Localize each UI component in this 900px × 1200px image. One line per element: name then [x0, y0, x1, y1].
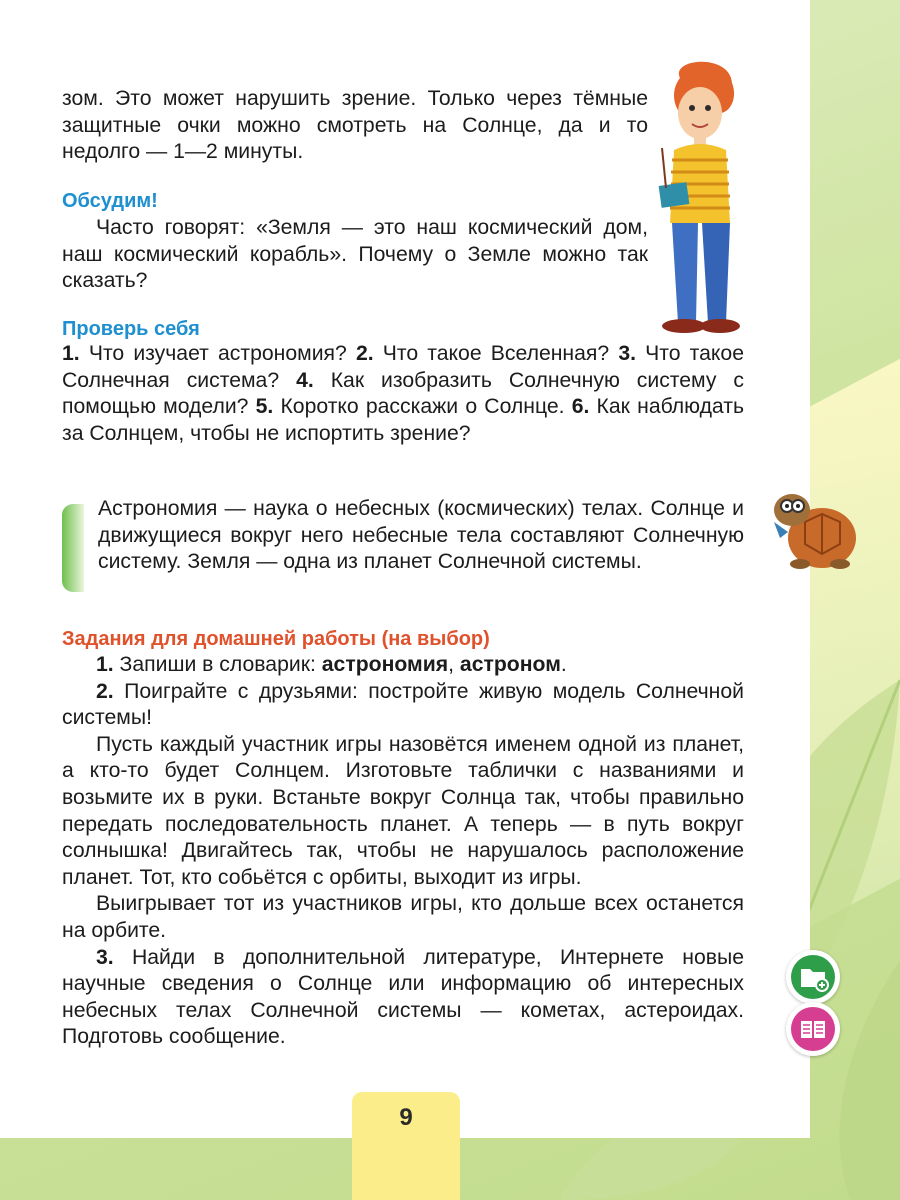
- question-text: Что такое Солнечная система?: [62, 342, 744, 392]
- intro-paragraph: [62, 86, 744, 166]
- check-yourself-heading: Проверь себя: [62, 318, 200, 340]
- vocab-term: астрономия: [321, 653, 449, 676]
- question-text: Как наблюдать за Солнцем, чтобы не испортить зрение?: [62, 395, 744, 445]
- open-book-icon: [791, 1007, 835, 1051]
- task-number: 3.: [96, 945, 114, 969]
- page-number: 9: [399, 1104, 413, 1131]
- question-number: 3.: [618, 342, 636, 365]
- intro-text: зом. Это может нарушить зрение. Только через тёмные защитные очки можно смотреть на Солнце, да и то недолго — 1—2 минуты.: [62, 87, 648, 164]
- summary-accent-bar: [62, 504, 84, 592]
- question-text: Что такое Вселенная?: [373, 342, 619, 365]
- question-number: 1.: [62, 342, 80, 365]
- turtle-with-magnifier-illustration: [760, 482, 860, 572]
- discuss-block: [62, 215, 744, 295]
- book-button[interactable]: [786, 1002, 840, 1056]
- homework-task-2-rules: Пусть каждый участник игры назовётся именем одной из планет, а кто-то будет Солнцем. Изготовьте таблички с названиями и возьмите их в руки. Встаньте вокруг Солнца так, чтобы правильно передать последовательность планет. А теперь — в путь вокруг солнышка! Двигайтесь так, чтобы не нарушалось расположение планет. Тот, кто собьётся с орбиты, выходит из игры.: [62, 732, 744, 889]
- homework-task-1: [62, 652, 744, 679]
- homework-task-2-winner: Выигрывает тот из участников игры, кто дольше всех останется на орбите.: [62, 892, 744, 942]
- homework-task-2: [62, 679, 744, 732]
- question-number: 5.: [255, 395, 274, 419]
- discuss-text: Часто говорят: «Земля — это наш космический дом, наш космический корабль». Почему о Земле можно так сказать?: [62, 216, 648, 293]
- question-number: 2.: [355, 342, 374, 365]
- questions-paragraph: [62, 341, 744, 447]
- homework-heading: Задания для домашней работы (на выбор): [62, 628, 490, 650]
- summary-text: Астрономия — наука о небесных (космических) телах. Солнце и движущиеся вокруг него небесные тела составляют Солнечную систему. Земля — одна из планет Солнечной системы.: [98, 497, 744, 574]
- summary-block: [98, 496, 744, 576]
- vocab-term: астроном: [459, 653, 561, 676]
- question-number: 4.: [296, 368, 314, 392]
- question-text: Что изучает астрономия?: [79, 342, 356, 365]
- task-separator: ,: [448, 653, 460, 676]
- folder-plus-icon: [791, 955, 835, 999]
- question-text: Коротко расскажи о Солнце.: [273, 395, 572, 419]
- task-text: Запиши в словарик:: [113, 653, 322, 676]
- question-text: Как изобразить Солнечную систему с помощью модели?: [62, 368, 745, 419]
- homework-task-3: [62, 945, 744, 1051]
- task-number: 1.: [96, 653, 114, 676]
- discuss-heading: Обсудим!: [62, 190, 158, 212]
- task-text: Поиграйте с друзьями: постройте живую модель Солнечной системы!: [62, 679, 744, 730]
- folder-plus-button[interactable]: [786, 950, 840, 1004]
- question-number: 6.: [571, 395, 590, 419]
- homework-block: [62, 652, 744, 1051]
- task-text: Найди в дополнительной литературе, Интернете новые научные сведения о Солнце или информацию об интересных небесных телах Солнечной системы — кометах, астероидах. Подготовь сообщение.: [62, 945, 744, 1049]
- check-yourself-questions: [62, 341, 744, 447]
- task-number: 2.: [96, 679, 114, 703]
- task-end: .: [560, 653, 567, 676]
